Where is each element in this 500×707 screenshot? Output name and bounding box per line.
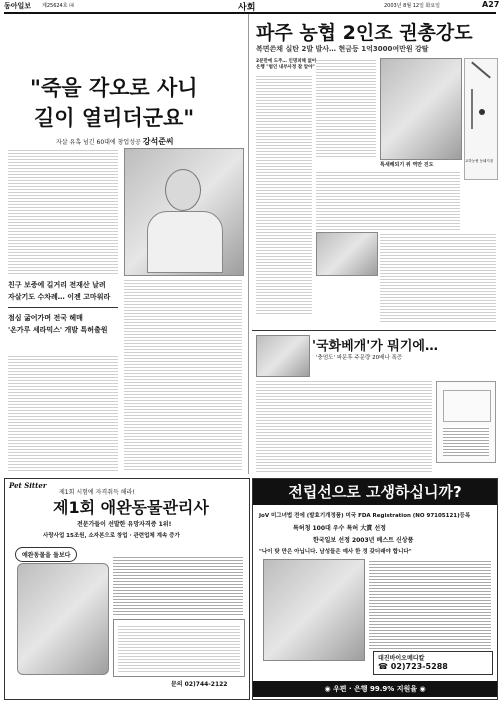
- main-headline: 파주 농협 2인조 권총강도: [256, 22, 473, 44]
- ad-left-tag: Pet Sitter: [9, 481, 47, 490]
- left-body-col1: [8, 148, 118, 276]
- column-ad: [436, 381, 496, 463]
- ad-right-phone: 대진바이오메디칼: [378, 655, 425, 662]
- column-title: '국화베개'가 뭐기에…: [312, 339, 438, 354]
- pullquote-3: 점심 굶어가며 전국 헤매: [8, 314, 83, 322]
- photo-caption: 특새해되기 위 역만 진도: [380, 162, 434, 168]
- kicker-1: 2분만에 도주… 인명피해 없어: [256, 59, 317, 64]
- main-photo-2: [316, 232, 378, 276]
- main-article: [252, 14, 496, 324]
- photo-body: [147, 211, 223, 273]
- ad-prostate: [252, 478, 498, 700]
- photo-face: [165, 169, 201, 211]
- ad-right-footer: ◉ 우편 · 은행 99.9% 지원율 ◉: [253, 681, 497, 697]
- column-article: [252, 330, 496, 475]
- date: 2003년 8월 12일 화요일: [384, 3, 441, 9]
- ad-left-small-top: 제1회 시험에 자격취득 해라!: [59, 489, 135, 496]
- pullquote-box: [8, 279, 118, 349]
- ad-right-line3: 한국일보 선정 2003년 베스트 신상품: [313, 537, 414, 544]
- ad-right-phone-box: [373, 651, 493, 675]
- ad-left-dog-photo: [17, 563, 109, 675]
- person-name: 강석준씨: [142, 137, 174, 146]
- quote-headline-line1: "죽을 각오로 사니: [30, 75, 198, 100]
- pullquote-2: 자살기도 수차례… 이젠 고마워라: [8, 293, 111, 301]
- section-title: 사회: [238, 3, 256, 13]
- left-body-col1-lower: [8, 354, 118, 472]
- ad-pet-sitter: [4, 478, 250, 700]
- column-subtitle: '충엄도' 파문후 주문량 20배나 폭증: [316, 355, 403, 361]
- page-header: [4, 0, 500, 14]
- ad-right-slogan: "나이 탓 만은 아닙니다. 남성들은 예사 한 정 갖더래야 합니다": [259, 549, 412, 555]
- column-body: [256, 379, 432, 473]
- left-article: [4, 14, 244, 474]
- ad-left-bubble: 애완동물을 돌보다: [15, 547, 77, 562]
- map-title: 교하농협 동패지점: [465, 159, 494, 163]
- ad-right-product-photo: [263, 559, 365, 661]
- page-number: A27: [482, 0, 500, 9]
- ad-right-title: 전립선으로 고생하십니까?: [253, 479, 497, 505]
- ad-left-line2: 사랑사업 15조원, 소자본으로 창업 · 관련업체 계속 증가: [43, 533, 180, 539]
- main-body-col3: [316, 170, 460, 230]
- newspaper-name: 동아일보: [4, 2, 32, 10]
- pullquote-4: '온가루 세라믹스' 개발 특허출원: [8, 326, 108, 334]
- left-subtitle: [56, 136, 174, 147]
- issue-number: 제25624호 ⑷: [42, 3, 75, 9]
- map-box: [464, 58, 498, 180]
- pullquote-1: 친구 보증에 길거리 전재산 날려: [8, 281, 106, 289]
- quote-headline-line2: 길이 열리더군요": [34, 105, 195, 130]
- ad-right-phone2: ☎ 02)723-5288: [378, 662, 448, 671]
- ad-left-form: [113, 619, 245, 677]
- kicker-box: [256, 58, 317, 70]
- ad-left-phone: 문의 02)744-2122: [171, 681, 228, 688]
- main-photo: [380, 58, 462, 160]
- ad-left-line1: 전문가들이 선발한 유망자격증 1위!: [77, 521, 172, 528]
- main-body-col4: [380, 232, 496, 322]
- ad-right-line2: 특허청 100대 우수 특허 大賞 선정: [293, 525, 386, 532]
- main-subhead: 복면쓴채 실탄 2발 발사… 현금등 1억3000여만원 강탈: [256, 45, 429, 53]
- main-body-col2: [316, 58, 376, 158]
- subtitle-text: 자살 유혹 넘긴 60대에 창업성공: [56, 139, 143, 146]
- person-photo: [124, 148, 244, 276]
- column-photo: [256, 335, 310, 377]
- ad-left-info: [113, 555, 243, 615]
- left-body-col2: [124, 278, 242, 472]
- kicker-2: 은행 "범인 내부사정 잘 알아": [256, 65, 315, 70]
- ad-right-info: [369, 559, 491, 649]
- ad-right-line1: JoV 미그녀법 전에 (발효기개정품) 미국 FDA Registration (NO 97105121)등록: [259, 513, 471, 519]
- main-body-col1: [256, 74, 312, 314]
- ad-left-title: 제1회 애완동물관리사: [53, 498, 209, 517]
